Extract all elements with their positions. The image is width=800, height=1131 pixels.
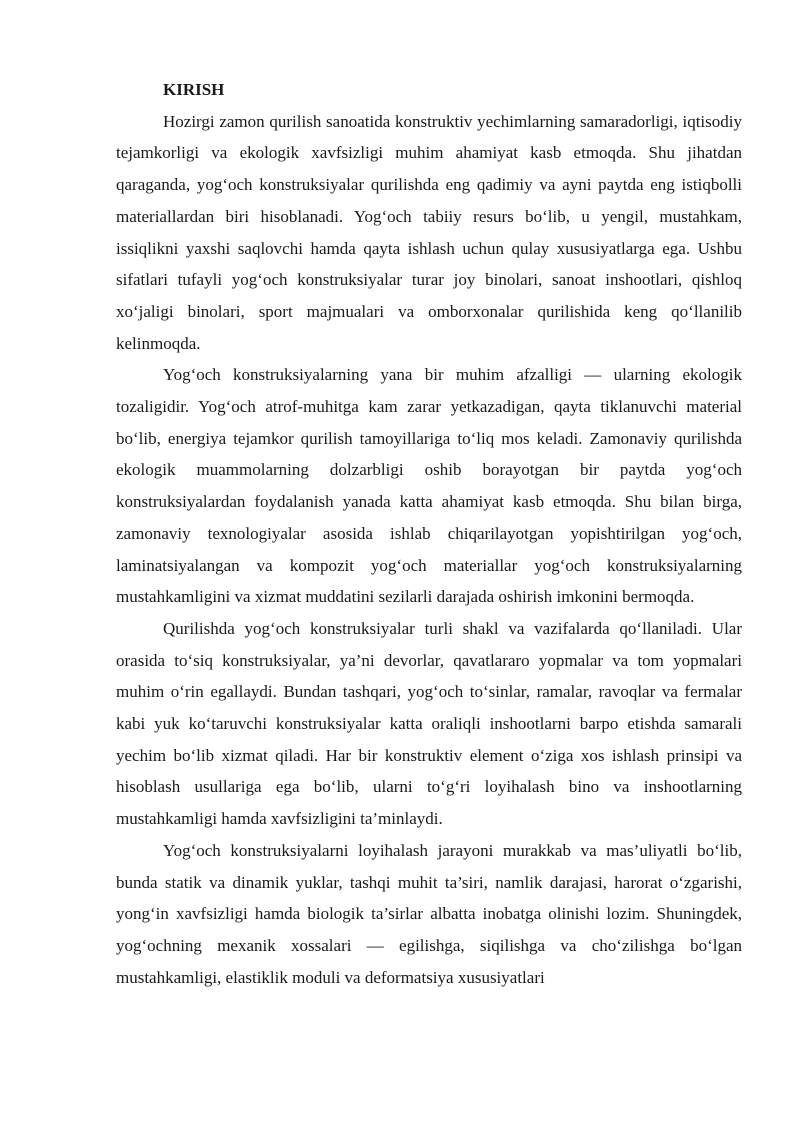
paragraph-4: Yog‘och konstruksiyalarni loyihalash jarayoni murakkab va mas’uliyatli bo‘lib, bunda statik va dinamik yuklar, tashqi muhit ta’siri, namlik darajasi, harorat o‘zgarishi, yong‘in xavfsizligi hamda biologik ta’sirlar albatta inobatga olinishi lozim. Shuningdek, yog‘ochning mexanik xossalari — egilishga, siqilishga va cho‘zilishga bo‘lgan mustahkamligi, elastiklik moduli va deformatsiya xususiyatlari — [116, 840, 742, 987]
paragraph-2: Yog‘och konstruksiyalarning yana bir muhim afzalligi — ularning ekologik tozaligidir. Yog‘och atrof-muhitga kam zarar yetkazadigan, qayta tiklanuvchi material bo‘lib, energiya tejamkor qurilish tamoyillariga to‘liq mos keladi. Zamonaviy qurilishda ekologik muammolarning dolzarbligi oshib borayotgan bir paytda yog‘och konstruksiyalardan foydalanish yanada katta ahamiyat kasb etmoqda. Shu bilan birga, zamonaviy texnologiyalar asosida ishlab chiqarilayotgan yopishtirilgan yog‘och, laminatsiyalangan va kompozit yog‘och materiallar yog‘och konstruksiyalarning mustahkamligini va xizmat muddatini sezilarli darajada oshirish imkonini bermoqda. — [116, 365, 742, 607]
paragraph-1: Hozirgi zamon qurilish sanoatida konstruktiv yechimlarning samaradorligi, iqtisodiy tejamkorligi va ekologik xavfsizligi muhim ahamiyat kasb etmoqda. Shu jihatdan qaraganda, yog‘och konstruksiyalar qurilishda eng qadimiy va ayni paytda eng istiqbolli materiallardan biri hisoblanadi. Yog‘och tabiiy resurs bo‘lib, u yengil, mustahkam, issiqlikni yaxshi saqlovchi hamda qayta ishlash uchun qulay xususiyatlarga ega. Ushbu sifatlari tufayli yog‘och konstruksiyalar turar joy binolari, sanoat inshootlari, qishloq xo‘jaligi binolari, sport majmualari va omborxonalar qurilishida keng qo‘llanilib kelinmoqda. — [116, 111, 742, 353]
section-heading: KIRISH — [163, 80, 225, 99]
document-page — [116, 74, 742, 993]
paragraph-3: Qurilishda yog‘och konstruksiyalar turli shakl va vazifalarda qo‘llaniladi. Ular orasida to‘siq konstruksiyalar, ya’ni devorlar, qavatlararo yopmalar va tom yopmalari muhim o‘rin egallaydi. Bundan tashqari, yog‘och to‘sinlar, ramalar, ravoqlar va fermalar kabi yuk ko‘taruvchi konstruksiyalar katta oraliqli inshootlarni barpo etishda samarali yechim bo‘lib xizmat qiladi. Har bir konstruktiv element o‘ziga xos ishlash prinsipi va hisoblash usullariga ega bo‘lib, ularni to‘g‘ri loyihalash bino va inshootlarning mustahkamligi hamda xavfsizligini ta’minlaydi. — [116, 618, 742, 829]
